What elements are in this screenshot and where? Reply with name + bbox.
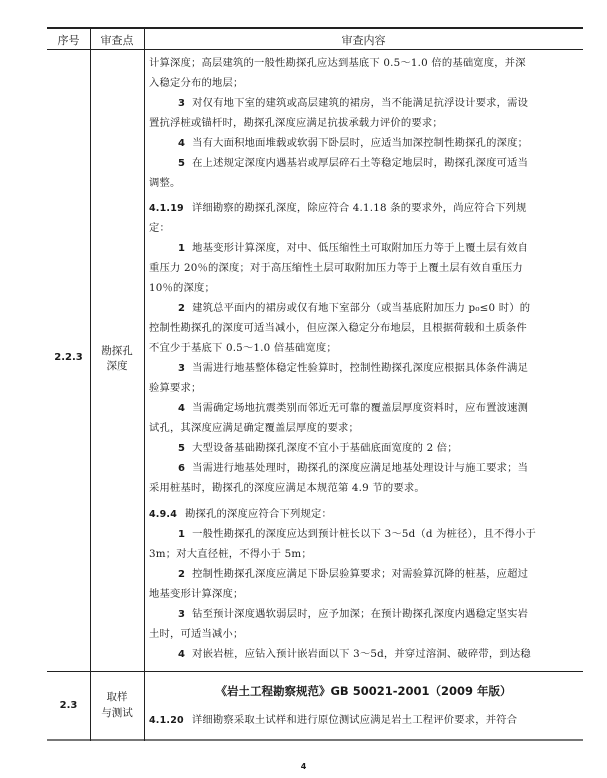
content-line: 5 大型设备基础勘探孔深度不宜小于基础底面宽度的 2 倍；	[178, 442, 458, 454]
content-line: 调整。	[149, 177, 181, 189]
check-point-line: 与测试	[101, 707, 133, 719]
check-point-line: 勘探孔	[101, 345, 133, 357]
content-line: 2 建筑总平面内的裙房或仅有地下室部分（或当基底附加压力 p₀≤0 时）的	[178, 302, 531, 314]
header-bottom-rule	[47, 49, 583, 50]
row-serial-number: 2.3	[59, 700, 78, 711]
header-serial-number: 序号	[57, 34, 80, 47]
clause-line: 4.1.19 详细勘察的勘探孔深度，除应符合 4.1.18 条的要求外，尚应符合下列规	[149, 202, 527, 214]
content-line: 3 对仅有地下室的建筑或高层建筑的裙房，当不能满足抗浮设计要求，需设	[178, 97, 529, 109]
content-line: 验算要求；	[149, 382, 202, 394]
content-line: 置抗浮桩或锚杆时，勘探孔深度应满足抗拔承载力评价的要求；	[149, 117, 443, 129]
content-line: 定：	[149, 222, 170, 234]
content-line: 3m；对大直径桩，不得小于 5m；	[149, 548, 312, 560]
header-check-point: 审查点	[100, 34, 134, 47]
row-divider	[47, 671, 583, 672]
content-line: 采用桩基时，勘探孔的深度应满足本规范第 4.9 节的要求。	[149, 482, 425, 494]
content-line: 3 当需进行地基整体稳定性验算时，控制性勘探孔深度应根据具体条件满足	[178, 362, 529, 374]
content-line: 4 当需确定场地抗震类别而邻近无可靠的覆盖层厚度资料时，应布置波速测	[178, 402, 529, 414]
content-line: 不宜少于基底下 0.5～1.0 倍基础宽度；	[149, 342, 337, 354]
content-line: 地基变形计算深度；	[149, 588, 244, 600]
row-check-point	[90, 344, 144, 374]
row-serial-number: 2.2.3	[54, 352, 83, 363]
content-line: 控制性勘探孔的深度可适当减小，但应深入稳定分布地层，且根据荷载和土质条件	[149, 322, 527, 334]
clause-line: 4.1.20 详细勘察采取土试样和进行原位测试应满足岩土工程评价要求，并符合	[149, 714, 518, 726]
clause-line: 4.9.4 勘探孔的深度应符合下列规定：	[149, 508, 333, 520]
content-line: 重压力 20％的深度；对于高压缩性土层可取附加压力等于上覆土层有效自重压力	[149, 262, 523, 274]
check-point-line: 取样	[106, 691, 128, 703]
content-line: 入稳定分布的地层；	[149, 77, 244, 89]
table-top-rule	[47, 27, 583, 29]
column-divider-1	[90, 27, 91, 741]
header-check-content: 审查内容	[341, 34, 386, 47]
column-divider-2	[144, 27, 145, 741]
content-line: 2 控制性勘探孔深度应满足下卧层验算要求；对需验算沉降的桩基，应超过	[178, 568, 529, 580]
content-line: 10％的深度；	[149, 282, 215, 294]
content-line: 5 在上述规定深度内遇基岩或厚层碎石土等稳定地层时，勘探孔深度可适当	[178, 157, 529, 169]
page-number: 4	[300, 762, 307, 771]
content-line: 3 钻至预计深度遇软弱层时，应予加深；在预计勘探孔深度内遇稳定坚实岩	[178, 608, 529, 620]
row-check-point	[90, 689, 144, 721]
content-line: 1 地基变形计算深度，对中、低压缩性土可取附加压力等于上覆土层有效自	[178, 242, 529, 254]
content-line: 试孔，其深度应满足确定覆盖层厚度的要求；	[149, 422, 359, 434]
table-bottom-rule	[47, 739, 583, 741]
content-line: 计算深度；高层建筑的一般性勘探孔应达到基底下 0.5～1.0 倍的基础宽度，并深	[149, 57, 526, 69]
content-line: 1 一般性勘探孔的深度应达到预计桩长以下 3～5d（d 为桩径），且不得小于	[178, 528, 536, 540]
content-line: 土时，可适当减小；	[149, 628, 244, 640]
check-point-line: 深度	[106, 360, 128, 372]
content-line: 4 当有大面积地面堆载或软弱下卧层时，应适当加深控制性勘探孔的深度；	[178, 137, 529, 149]
standard-title: 《岩土工程勘察规范》GB 50021-2001（2009 年版）	[215, 684, 512, 698]
content-line: 6 当需进行地基处理时，勘探孔的深度应满足地基处理设计与施工要求；当	[178, 462, 529, 474]
content-line: 4 对嵌岩桩，应钻入预计嵌岩面以下 3～5d，并穿过溶洞、破碎带，到达稳	[178, 648, 531, 660]
